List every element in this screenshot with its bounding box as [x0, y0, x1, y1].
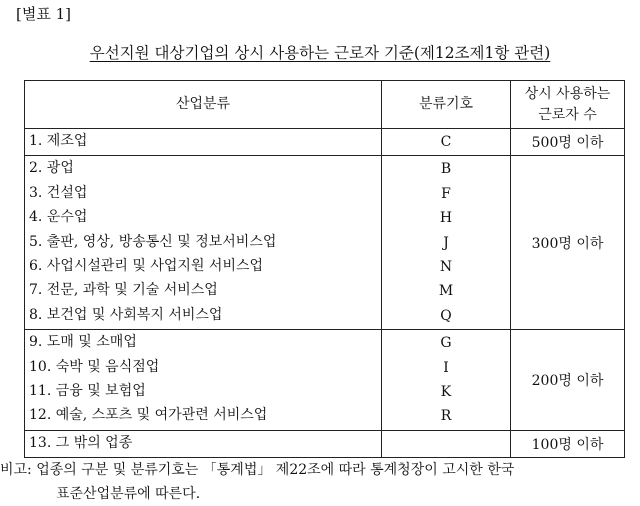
criteria-table — [24, 80, 625, 458]
code-cell — [382, 330, 511, 431]
industry-item: 10. 숙박 및 음식점업 — [29, 358, 160, 375]
code-item: Q — [440, 307, 452, 324]
industry-item: 8. 보건업 및 사회복지 서비스업 — [29, 306, 223, 323]
code-item — [383, 432, 509, 456]
employee-limit-cell: 200명 이하 — [511, 330, 625, 431]
industry-item: 2. 광업 — [29, 160, 74, 177]
table-row — [25, 430, 625, 457]
industry-item: 1. 제조업 — [29, 133, 88, 149]
employee-limit-cell: 500명 이하 — [511, 129, 625, 156]
employees-column-header: 상시 사용하는 근로자 수 — [511, 81, 625, 129]
table-row — [25, 330, 625, 431]
employee-limit-cell: 300명 이하 — [511, 156, 625, 330]
code-item: N — [439, 258, 453, 275]
industry-item: 11. 금융 및 보험업 — [29, 382, 146, 399]
table-body — [25, 129, 625, 458]
document-title: 우선지원 대상기업의 상시 사용하는 근로자 기준(제12조제1항 관련) — [89, 44, 551, 62]
code-item: B — [440, 161, 452, 178]
code-item: H — [439, 210, 453, 227]
footnote: 비고: 업종의 구분 및 분류기호는 「통계법」 제22조에 따라 통계청장이 고시한 한국 표준산업분류에 따른다. — [0, 462, 515, 502]
code-item: G — [440, 335, 452, 352]
industry-item: 7. 전문, 과학 및 기술 서비스업 — [29, 282, 218, 299]
industry-item: 5. 출판, 영상, 방송통신 및 정보서비스업 — [29, 233, 277, 250]
table-header-row — [25, 81, 625, 129]
code-item: I — [443, 359, 449, 376]
code-item: K — [440, 383, 452, 400]
industry-column-header: 산업분류 — [25, 81, 382, 129]
industry-item: 13. 그 밖의 업종 — [29, 434, 133, 451]
industry-cell — [25, 156, 382, 330]
table-row — [25, 156, 625, 330]
code-item: R — [440, 408, 452, 425]
industry-item: 6. 사업시설관리 및 사업지원 서비스업 — [29, 257, 264, 274]
code-item: C — [440, 134, 452, 150]
industry-cell — [25, 129, 382, 156]
industry-item: 4. 운수업 — [29, 209, 88, 226]
table-row — [25, 129, 625, 156]
code-cell — [382, 156, 511, 330]
industry-item: 9. 도매 및 소매업 — [29, 334, 137, 351]
code-item: F — [441, 185, 451, 202]
employee-limit-cell: 100명 이하 — [511, 430, 625, 457]
code-column-header: 분류기호 — [382, 81, 511, 129]
industry-item: 3. 건설업 — [29, 184, 88, 201]
code-cell — [382, 430, 511, 457]
appendix-label: [별표 1] — [16, 5, 71, 23]
code-item: J — [443, 234, 449, 251]
code-item: M — [438, 283, 454, 300]
industry-cell — [25, 330, 382, 431]
industry-cell — [25, 430, 382, 457]
code-cell — [382, 129, 511, 156]
industry-item: 12. 예술, 스포츠 및 여가관련 서비스업 — [29, 407, 268, 424]
